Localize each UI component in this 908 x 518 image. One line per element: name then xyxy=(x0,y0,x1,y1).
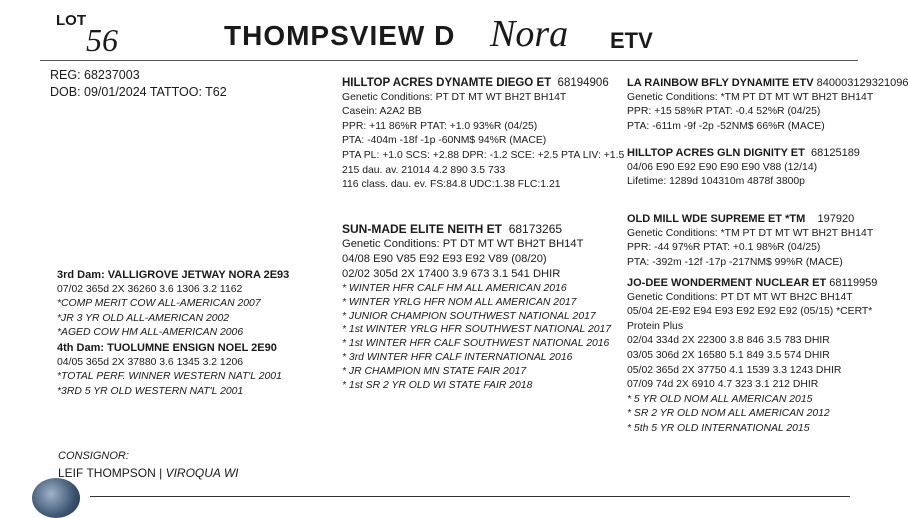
dam-sire-reg: 197920 xyxy=(817,213,855,225)
animal-name-prefix: THOMPSVIEW D xyxy=(224,20,456,51)
dam-dam-line: Protein Plus xyxy=(627,320,684,332)
dam-name: SUN-MADE ELITE NEITH ET xyxy=(342,222,503,236)
dob-line: DOB: 09/01/2024 TATTOO: T62 xyxy=(50,85,227,99)
dam-heading xyxy=(342,222,611,237)
reg-line: REG: 68237003 xyxy=(50,68,140,82)
dam-line: 04/08 E90 V85 E92 E93 E92 V89 (08/20) xyxy=(342,253,547,265)
third-dam-honor: *COMP MERIT COW ALL-AMERICAN 2007 xyxy=(57,298,261,310)
globe-logo-icon xyxy=(32,478,80,518)
sire-reg: 68194906 xyxy=(557,77,609,89)
sire-dam-line: Lifetime: 1289d 104310m 4878f 3800p xyxy=(627,176,805,188)
dam-dam-line: 05/04 2E-E92 E94 E93 E92 E92 E92 (05/15) *CERT* xyxy=(627,306,873,318)
sire-dam-name: HILLTOP ACRES GLN DIGNITY ET xyxy=(627,147,805,159)
consignor-label: CONSIGNOR: xyxy=(58,450,129,462)
dam-sire-block xyxy=(627,212,873,270)
header-divider xyxy=(40,60,858,61)
sire-line: 215 dau. av. 21014 4.2 890 3.5 733 xyxy=(342,164,506,176)
sire-sire-heading xyxy=(627,76,908,91)
sire-sire-line: PPR: +15 58%R PTAT: -0.4 52%R (04/25) xyxy=(627,106,821,118)
lot-number: 56 xyxy=(86,22,118,58)
consignor-name: LEIF THOMPSON xyxy=(58,466,156,480)
sire-line: PPR: +11 86%R PTAT: +1.0 93%R (04/25) xyxy=(342,120,538,132)
animal-name-script: Nora xyxy=(490,13,569,55)
dam-sire-line: PTA: -392m -12f -17p -217NM$ 99%R (MACE) xyxy=(627,256,843,268)
dam-honor: * 1st WINTER YRLG HFR SOUTHWEST NATIONAL 2017 xyxy=(342,324,612,336)
third-dam-honor: *JR 3 YR OLD ALL-AMERICAN 2002 xyxy=(57,312,230,324)
dam-honor: * WINTER YRLG HFR NOM ALL AMERICAN 2017 xyxy=(342,296,577,308)
sire-line: Casein: A2A2 BB xyxy=(342,106,422,118)
dam-sire-heading xyxy=(627,212,873,227)
sire-sire-block xyxy=(627,76,908,134)
dam-dam-honor: * 5th 5 YR OLD INTERNATIONAL 2015 xyxy=(627,422,810,434)
fourth-dam-heading: 4th Dam: TUOLUMNE ENSIGN NOEL 2E90 xyxy=(57,341,277,354)
sire-line: Genetic Conditions: PT DT MT WT BH2T BH14T xyxy=(342,91,567,103)
third-dam-line: 07/02 365d 2X 36260 3.6 1306 3.2 1162 xyxy=(57,283,243,295)
dam-honor: * WINTER HFR CALF HM ALL AMERICAN 2016 xyxy=(342,283,567,294)
dam-dam-honor: * 5 YR OLD NOM ALL AMERICAN 2015 xyxy=(627,393,813,405)
lot-label: LOT xyxy=(56,12,86,29)
sire-dam-heading xyxy=(627,146,860,161)
dam-dam-line: 07/09 74d 2X 6910 4.7 323 3.1 212 DHIR xyxy=(627,379,819,391)
dam-sire-line: PPR: -44 97%R PTAT: +0.1 98%R (04/25) xyxy=(627,242,821,254)
dam-reg: 68173265 xyxy=(508,222,563,236)
dam-dam-line: 03/05 306d 2X 16580 5.1 849 3.5 574 DHIR xyxy=(627,349,830,361)
dam-honor: * JUNIOR CHAMPION SOUTHWEST NATIONAL 2017 xyxy=(342,310,596,322)
sire-block xyxy=(342,76,624,193)
dam-honor: * JR CHAMPION MN STATE FAIR 2017 xyxy=(342,365,527,377)
dam-honor: * 1st SR 2 YR OLD WI STATE FAIR 2018 xyxy=(342,379,533,391)
sire-line: 116 class. dau. ev. FS:84.8 UDC:1.38 FLC:1.21 xyxy=(342,179,561,191)
dam-dam-honor: * SR 2 YR OLD NOM ALL AMERICAN 2012 xyxy=(627,408,830,420)
dam-dam-heading xyxy=(627,276,877,291)
sire-line: PTA: -404m -18f -1p -60NM$ 94%R (MACE) xyxy=(342,135,547,147)
dam-honor: * 3rd WINTER HFR CALF INTERNATIONAL 2016 xyxy=(342,351,573,363)
fourth-dam-honor: *3RD 5 YR OLD WESTERN NAT'L 2001 xyxy=(57,385,244,397)
dam-line: Genetic Conditions: PT DT MT WT BH2T BH14T xyxy=(342,238,584,250)
dam-block xyxy=(342,222,611,392)
footer-divider xyxy=(90,496,850,497)
dam-dam-block xyxy=(627,276,877,437)
sire-heading xyxy=(342,76,624,91)
dam-dam-name: JO-DEE WONDERMENT NUCLEAR ET xyxy=(627,277,827,289)
dam-line: 02/02 305d 2X 17400 3.9 673 3.1 541 DHIR xyxy=(342,268,561,280)
third-dam-honor: *AGED COW HM ALL-AMERICAN 2006 xyxy=(57,327,244,339)
fourth-dam-honor: *TOTAL PERF. WINNER WESTERN NAT'L 2001 xyxy=(57,371,282,383)
sire-name: HILLTOP ACRES DYNAMTE DIEGO ET xyxy=(342,77,552,89)
sire-sire-line: Genetic Conditions: *TM PT DT MT WT BH2T BH14T xyxy=(627,91,874,103)
sire-sire-line: PTA: -611m -9f -2p -52NM$ 66%R (MACE) xyxy=(627,120,825,132)
sire-dam-line: 04/06 E90 E92 E90 E90 E90 V88 (12/14) xyxy=(627,161,818,173)
sire-dam-reg: 68125189 xyxy=(810,147,860,159)
fourth-dam-line: 04/05 365d 2X 37880 3.6 1345 3.2 1206 xyxy=(57,356,244,368)
dam-sire-name: OLD MILL WDE SUPREME ET *TM xyxy=(627,213,806,225)
dam-dam-line: 02/04 334d 2X 22300 3.8 846 3.5 783 DHIR xyxy=(627,335,830,347)
animal-name-suffix: ETV xyxy=(610,28,653,53)
sire-sire-reg: 840003129321096 xyxy=(816,77,908,89)
maternal-line-block xyxy=(57,268,289,399)
dam-dam-reg: 68119959 xyxy=(829,277,878,289)
dam-dam-line: Genetic Conditions: PT DT MT WT BH2C BH14T xyxy=(627,291,853,303)
dam-dam-line: 05/02 365d 2X 37750 4.1 1539 3.3 1243 DHIR xyxy=(627,364,842,376)
sire-dam-block xyxy=(627,146,860,190)
consignor-location: VIROQUA WI xyxy=(165,466,239,480)
animal-info xyxy=(50,67,227,101)
sire-line: PTA PL: +1.0 SCS: +2.88 DPR: -1.2 SCE: +2.5 PTA LIV: +1.5 xyxy=(342,149,625,161)
dam-sire-line: Genetic Conditions: *TM PT DT MT WT BH2T BH14T xyxy=(627,227,874,239)
consignor-info: LEIF THOMPSON | VIROQUA WI xyxy=(58,466,239,480)
dam-honor: * 1st WINTER HFR CALF SOUTHWEST NATIONAL 2016 xyxy=(342,338,610,350)
sire-sire-name: LA RAINBOW BFLY DYNAMITE ETV xyxy=(627,77,814,89)
third-dam-heading: 3rd Dam: VALLIGROVE JETWAY NORA 2E93 xyxy=(57,269,290,281)
